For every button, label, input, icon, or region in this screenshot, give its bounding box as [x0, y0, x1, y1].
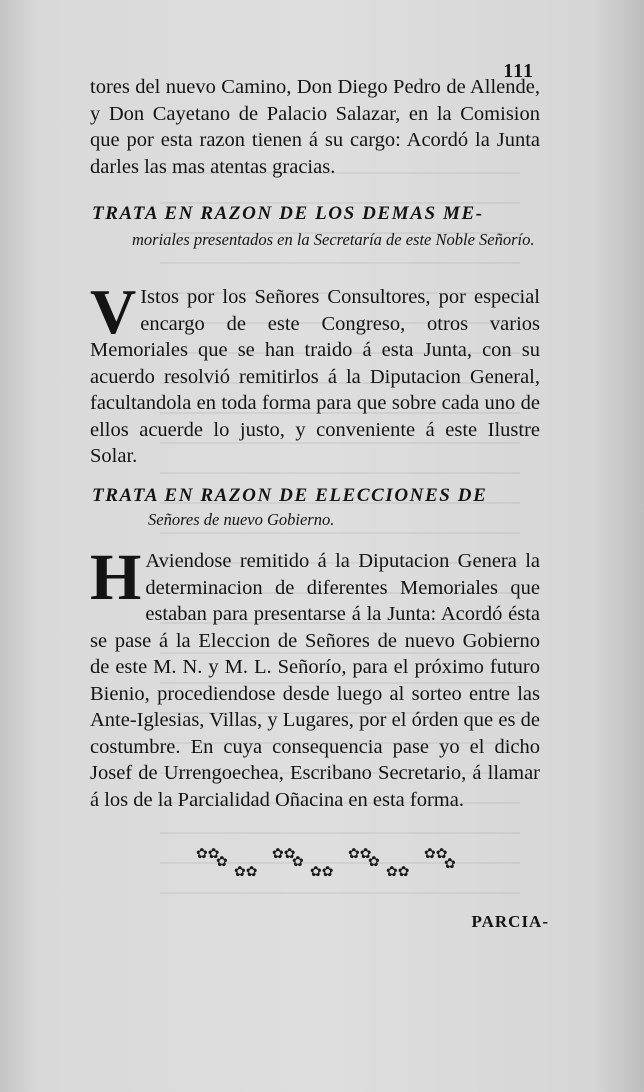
- svg-text:✿: ✿: [292, 854, 304, 870]
- svg-text:✿✿: ✿✿: [196, 846, 220, 862]
- section2-subheading: Señores de nuevo Gobierno.: [148, 510, 335, 529]
- svg-text:✿✿: ✿✿: [348, 846, 372, 862]
- section2-body: Aviendose remitido á la Diputacion Genera la determinacion de diferentes Memoriales que estaban para presentarse á la Junta: Acordó ésta se pase á la Eleccion de Señores de nuevo Gobierno de este M. N. y M. L. Señorío, para el próximo futuro Bienio, procediendose desde luego al sorteo entre las Ante-Iglesias, Villas, y Lugares, por el órden que es de costumbre. En cuya consequencia pase yo el dicho Josef de Urrengoechea, Escribano Secretario, á llamar á los de la Parcialidad Oñacina en esta forma.: [90, 550, 540, 811]
- svg-text:✿: ✿: [216, 854, 228, 870]
- svg-text:✿: ✿: [444, 856, 456, 872]
- section1-paragraph: [90, 276, 540, 470]
- section1-body: Istos por los Señores Consultores, por especial encargo de este Congreso, otros varios Memoriales que se han traido á esta Junta, con su acuerdo resolvió remitirlos á la Diputacion General, facultandola en toda forma para que sobre cada uno de ellos acuerde lo justo, y conveniente á este Ilustre Solar.: [90, 286, 540, 467]
- svg-text:✿: ✿: [368, 854, 380, 870]
- svg-text:✿✿: ✿✿: [386, 864, 410, 880]
- opening-paragraph: tores del nuevo Camino, Don Diego Pedro de Allende, y Don Cayetano de Palacio Salazar, en la Comision que por esta razon tienen á su cargo: Acordó la Junta darles las mas atentas gracias.: [90, 76, 540, 178]
- svg-text:✿✿: ✿✿: [234, 864, 258, 880]
- section2-paragraph: [90, 541, 540, 813]
- catchword: PARCIA-: [471, 912, 549, 931]
- svg-text:✿✿: ✿✿: [424, 846, 448, 862]
- section1-subheading: moriales presentados en la Secretaría de este Noble Señorío.: [132, 230, 535, 249]
- fleuron-ornament-icon: [190, 838, 470, 890]
- section2-heading: TRATA EN RAZON DE ELECCIONES DE: [92, 485, 488, 506]
- page-number: 111: [503, 60, 534, 82]
- svg-text:✿✿: ✿✿: [272, 846, 296, 862]
- dropcap-v: V: [90, 276, 137, 347]
- dropcap-h: H: [90, 541, 142, 614]
- section1-heading: TRATA EN RAZON DE LOS DEMAS ME-: [92, 203, 484, 224]
- svg-text:✿✿: ✿✿: [310, 864, 334, 880]
